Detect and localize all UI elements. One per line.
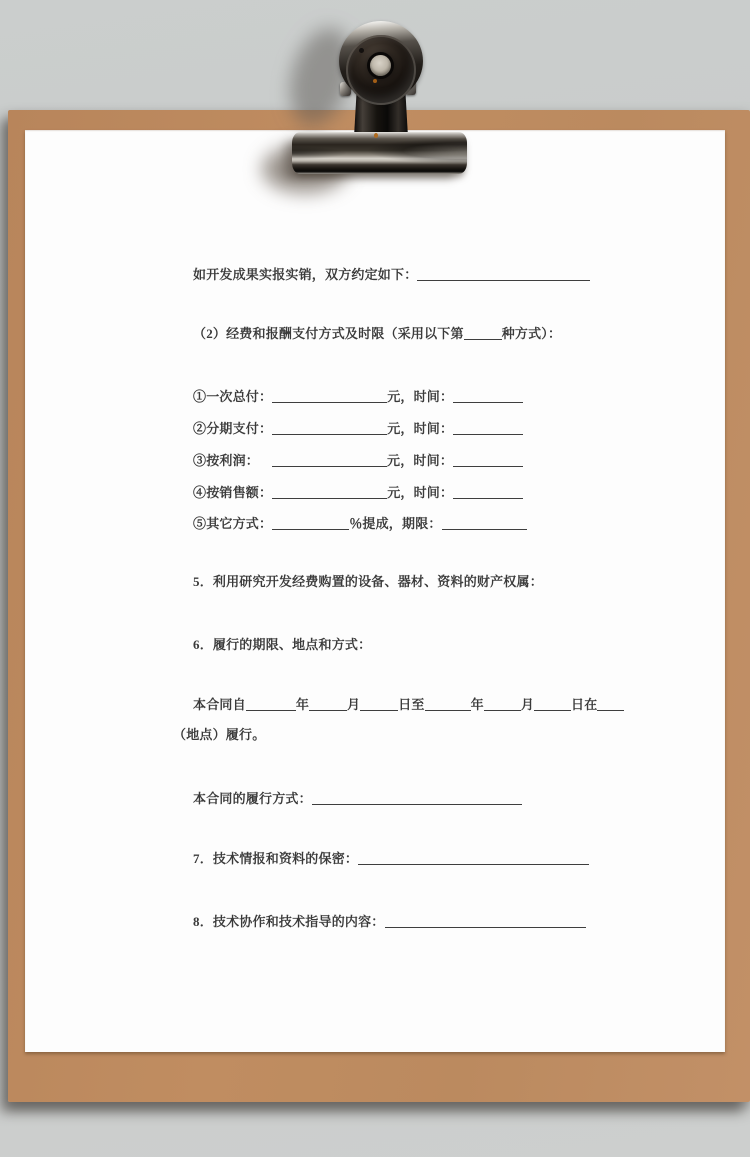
- blank-field: [453, 456, 523, 467]
- doc-text: 种方式）：: [501, 326, 562, 341]
- doc-text: （地点）履行。: [173, 727, 266, 742]
- doc-line: [193, 266, 590, 283]
- doc-line: [173, 726, 265, 743]
- clip-center-hole-icon: [370, 55, 391, 76]
- blank-field: [272, 456, 387, 467]
- doc-text: 本合同的履行方式：: [193, 791, 312, 806]
- doc-line: [193, 573, 543, 590]
- doc-text: （2）经费和报酬支付方式及时限（采用以下第: [193, 326, 464, 341]
- blank-field: [442, 519, 527, 530]
- doc-text: 本合同自: [193, 697, 246, 712]
- doc-text: 年: [470, 697, 484, 712]
- blank-field: [309, 700, 347, 711]
- binder-clip: [270, 15, 480, 190]
- doc-line: [193, 388, 523, 405]
- clip-reflection-dot: [374, 133, 378, 138]
- doc-text: 7．技术情报和资料的保密：: [193, 851, 359, 866]
- doc-text: ％提成，期限：: [349, 516, 442, 531]
- doc-text: 5．利用研究开发经费购置的设备、器材、资料的财产权属：: [193, 574, 543, 589]
- doc-line: [193, 484, 523, 501]
- doc-line: [193, 913, 586, 930]
- doc-text: 日至: [398, 697, 425, 712]
- doc-text: 月: [520, 697, 535, 712]
- doc-text: 8．技术协作和技术指导的内容：: [193, 914, 385, 929]
- spacer: [259, 464, 272, 465]
- doc-text: 元，时间：: [387, 453, 454, 468]
- doc-text: 6．履行的期限、地点和方式：: [193, 637, 372, 652]
- blank-field: [385, 917, 586, 928]
- doc-line: [193, 790, 522, 807]
- blank-field: [246, 700, 296, 711]
- doc-text: ⑤其它方式：: [193, 516, 273, 531]
- blank-field: [453, 488, 523, 499]
- blank-field: [597, 700, 624, 711]
- blank-field: [272, 488, 387, 499]
- document-content: [25, 130, 725, 1052]
- blank-field: [425, 700, 471, 711]
- doc-text: ④按销售额：: [193, 485, 273, 500]
- doc-line: [193, 636, 371, 653]
- blank-field: [358, 854, 589, 865]
- blank-field: [484, 700, 521, 711]
- doc-text: 年: [295, 697, 310, 712]
- doc-text: 元，时间：: [387, 421, 454, 436]
- doc-text: 如开发成果实报实销，双方约定如下：: [193, 267, 418, 282]
- blank-field: [272, 424, 387, 435]
- blank-field: [272, 392, 387, 403]
- doc-text: ②分期支付：: [193, 421, 273, 436]
- blank-field: [360, 700, 398, 711]
- clip-jaw: [292, 132, 467, 174]
- blank-field: [534, 700, 571, 711]
- doc-text: 元，时间：: [387, 485, 454, 500]
- doc-line: [193, 325, 561, 342]
- doc-line: [193, 850, 589, 867]
- blank-field: [312, 794, 522, 805]
- doc-text: ③按利润：: [193, 453, 260, 468]
- doc-text: 元，时间：: [387, 389, 454, 404]
- blank-field: [464, 329, 502, 340]
- doc-line: [193, 420, 523, 437]
- blank-field: [453, 424, 523, 435]
- blank-field: [453, 392, 523, 403]
- clip-reflection-dot: [373, 79, 377, 83]
- doc-line: [193, 515, 527, 532]
- doc-text: ①一次总付：: [193, 389, 273, 404]
- doc-text: 日在: [571, 697, 598, 712]
- clip-rivet-icon: [359, 48, 364, 53]
- blank-field: [272, 519, 349, 530]
- doc-line: [193, 452, 523, 469]
- doc-line: [193, 696, 624, 713]
- paper-sheet: [25, 130, 725, 1052]
- blank-field: [417, 270, 590, 281]
- doc-text: 月: [347, 697, 361, 712]
